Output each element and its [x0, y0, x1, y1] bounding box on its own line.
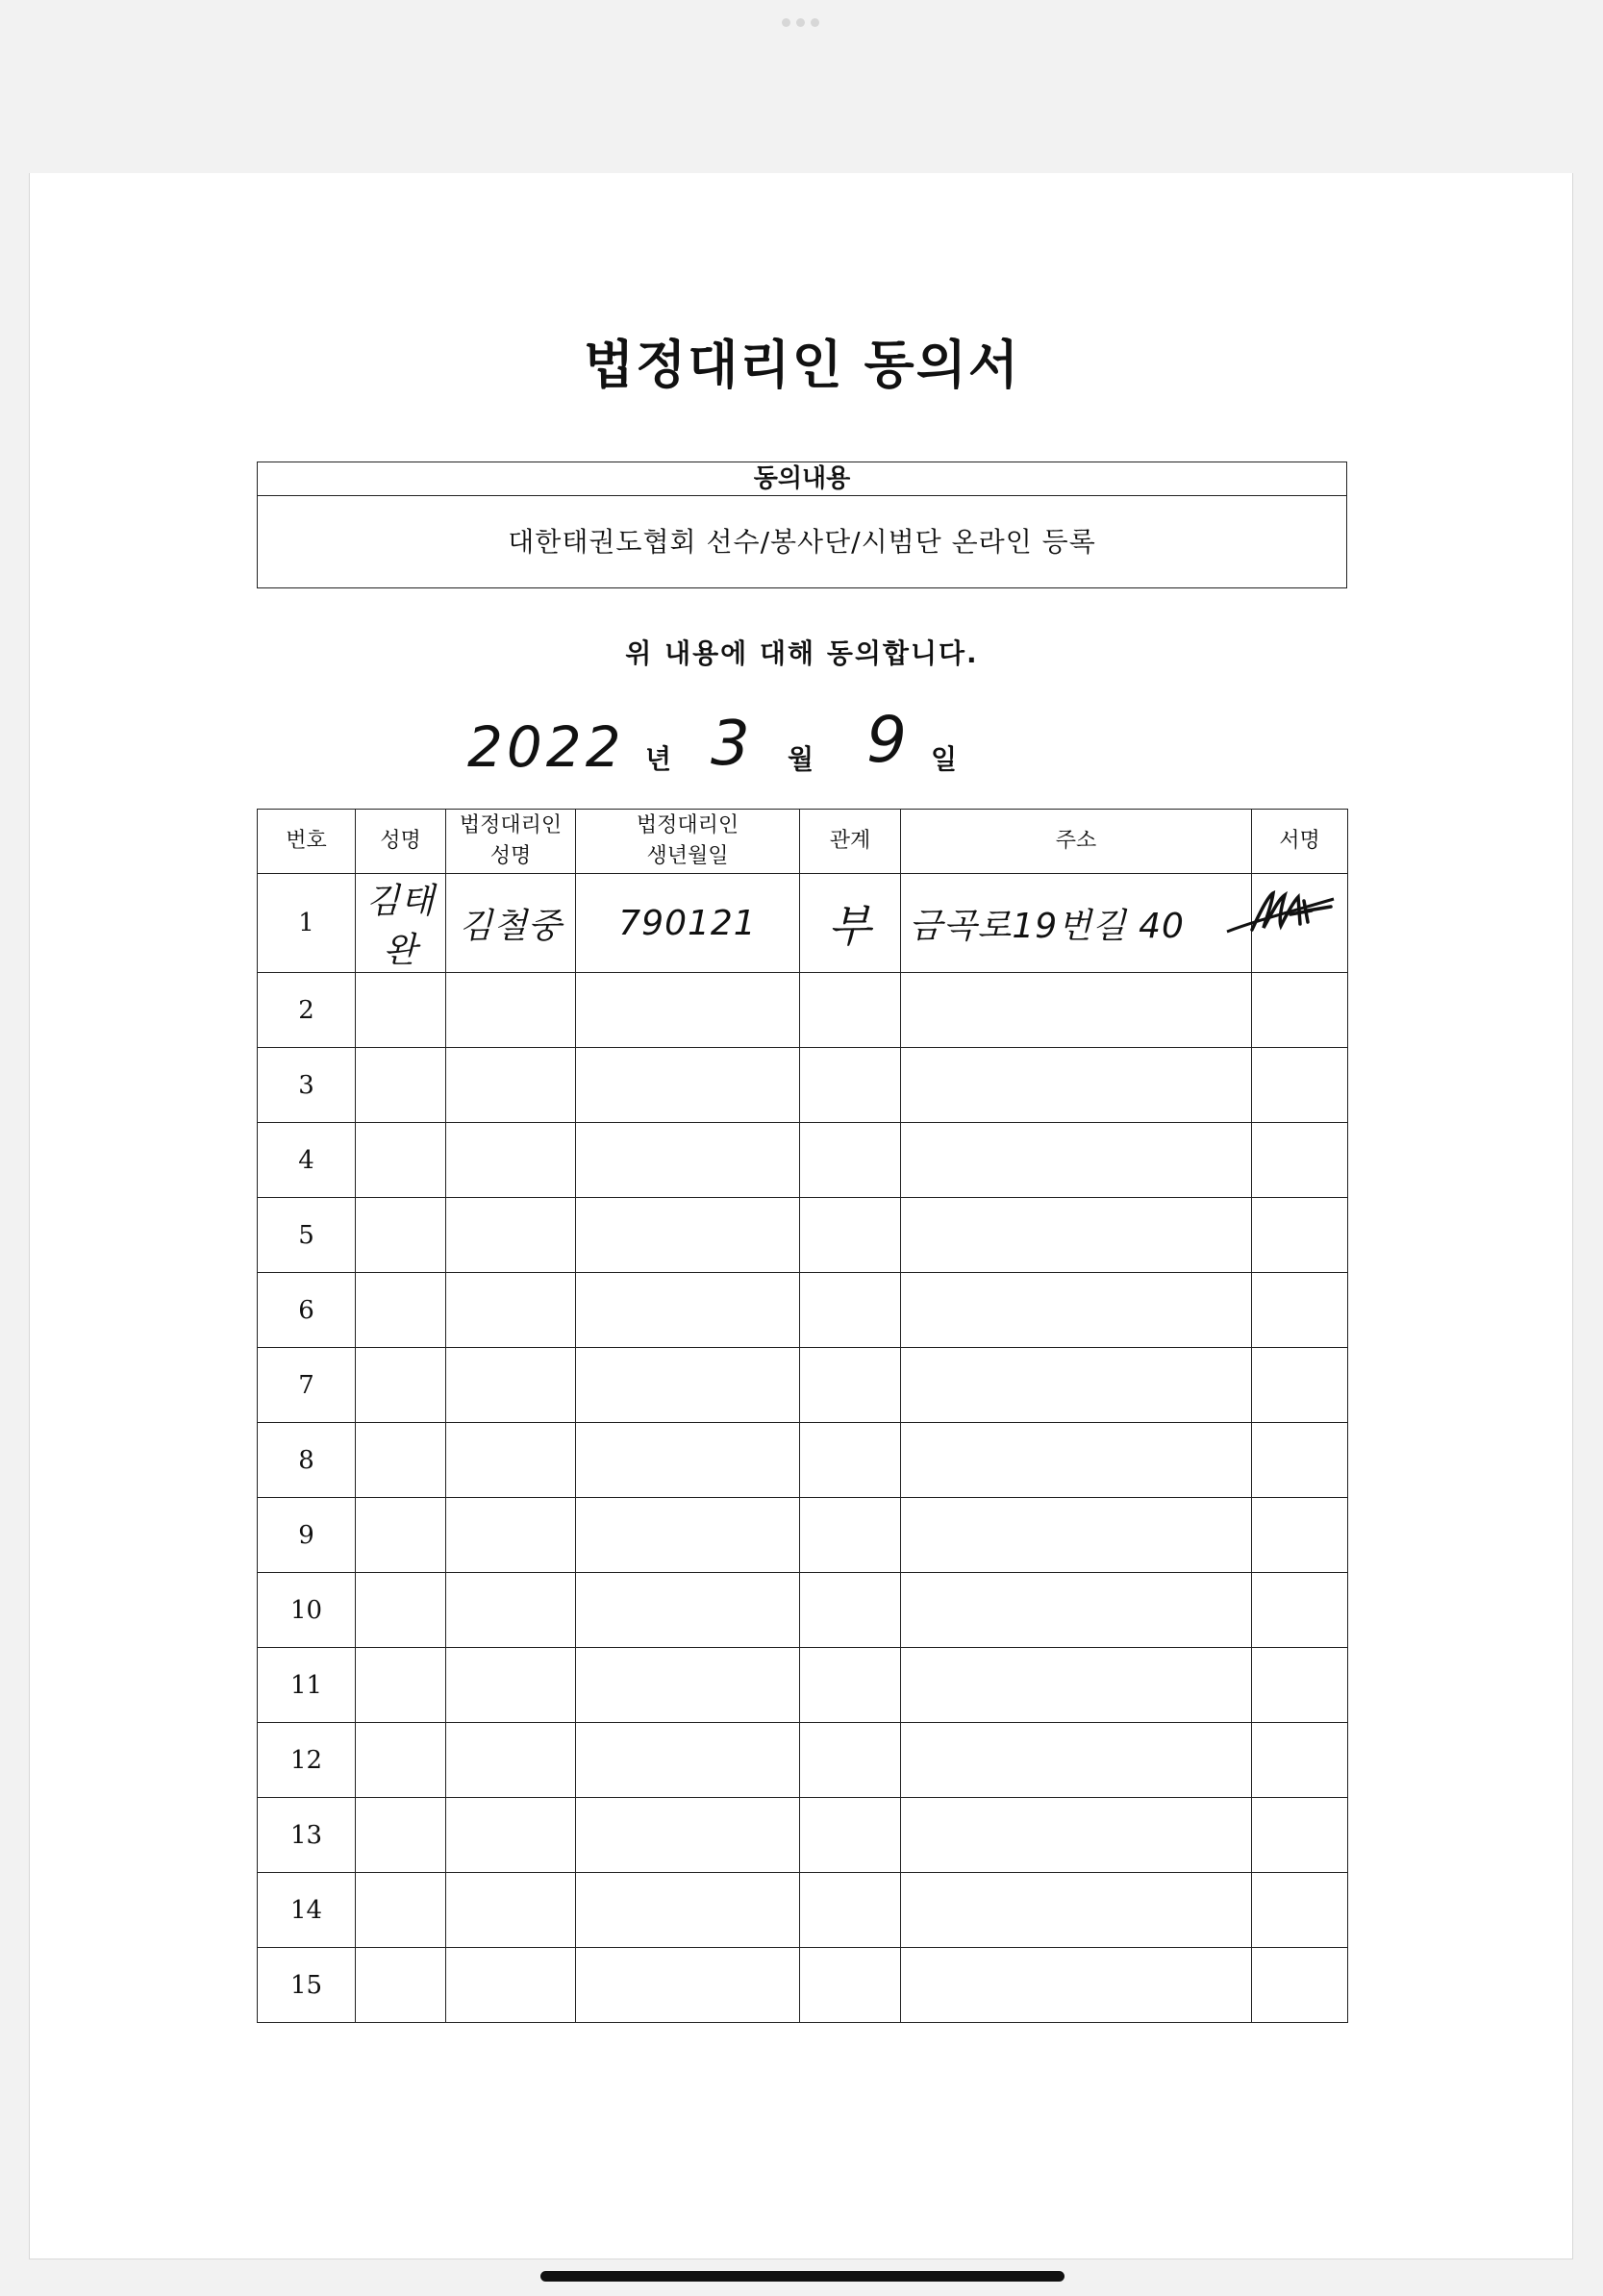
- header-guardian-birth-line2: 생년월일: [646, 844, 729, 868]
- cell-no: [258, 1348, 356, 1423]
- cell-no-value: 5: [298, 1220, 314, 1250]
- cell-guardian-birth: [576, 1573, 800, 1648]
- cell-relation: [800, 1873, 901, 1948]
- cell-no-value: 4: [298, 1145, 314, 1175]
- cell-no-value: 6: [298, 1295, 314, 1325]
- cell-signature: [1252, 1798, 1348, 1873]
- year-label: 년: [645, 743, 672, 775]
- cell-no-value: 9: [298, 1520, 314, 1550]
- table-row: [258, 1273, 1348, 1348]
- date-year-handwritten: 2022: [467, 714, 625, 780]
- cell-no: [258, 1423, 356, 1498]
- cell-relation: [800, 1198, 901, 1273]
- cell-no-value: 13: [289, 1820, 323, 1850]
- cell-guardian-birth: [576, 1273, 800, 1348]
- cell-name: [356, 1198, 446, 1273]
- cell-name: [356, 1348, 446, 1423]
- cell-address: [901, 1123, 1252, 1198]
- cell-guardian-birth: [576, 1423, 800, 1498]
- consent-body: 대한태권도협회 선수/봉사단/시범단 온라인 등록: [508, 526, 1096, 558]
- cell-no-value: 1: [298, 909, 314, 937]
- cell-name-value: 김태완: [365, 882, 436, 970]
- cell-signature: [1252, 973, 1348, 1048]
- cell-guardian-name: [446, 973, 576, 1048]
- cell-no-value: 2: [298, 995, 314, 1025]
- cell-guardian-birth: [576, 1648, 800, 1723]
- cell-address: [901, 1348, 1252, 1423]
- consent-header: 동의내용: [258, 462, 1346, 496]
- cell-signature: [1252, 1573, 1348, 1648]
- cell-address: [901, 1723, 1252, 1798]
- cell-guardian-birth: [576, 1498, 800, 1573]
- cell-name: [356, 973, 446, 1048]
- cell-no-value: 8: [298, 1445, 314, 1475]
- cell-no: [258, 1573, 356, 1648]
- date-month-handwritten: 3: [711, 709, 750, 780]
- cell-no-value: 11: [289, 1670, 323, 1700]
- cell-no: [258, 1048, 356, 1123]
- cell-relation: [800, 1723, 901, 1798]
- cell-name: [356, 1048, 446, 1123]
- cell-guardian-name: [446, 1948, 576, 2023]
- cell-no: [258, 1273, 356, 1348]
- cell-no: [258, 874, 356, 973]
- cell-guardian-name: [446, 1573, 576, 1648]
- cell-relation: [800, 1498, 901, 1573]
- cell-no-value: 15: [289, 1970, 323, 2000]
- cell-signature: [1252, 1123, 1348, 1198]
- cell-address-value: 금곡로19번길 40: [909, 906, 1185, 946]
- header-address: 주소: [901, 810, 1252, 874]
- cell-relation: [800, 1048, 901, 1123]
- cell-no: [258, 1723, 356, 1798]
- cell-name: [356, 1798, 446, 1873]
- header-no: 번호: [258, 810, 356, 874]
- cell-guardian-name: [446, 1798, 576, 1873]
- cell-relation: [800, 1648, 901, 1723]
- table-row: [258, 1123, 1348, 1198]
- cell-address: [901, 1948, 1252, 2023]
- header-guardian-name-line1: 법정대리인: [459, 813, 563, 837]
- cell-guardian-birth: [576, 1873, 800, 1948]
- cell-no-value: 10: [289, 1595, 323, 1625]
- cell-no: [258, 973, 356, 1048]
- guardian-table: [257, 809, 1348, 2023]
- cell-signature: [1252, 1048, 1348, 1123]
- cell-name: [356, 1648, 446, 1723]
- cell-guardian-birth: [576, 874, 800, 973]
- cell-guardian-name: [446, 1873, 576, 1948]
- viewer-top-bar: [0, 0, 1603, 173]
- cell-guardian-name-value: 김철중: [459, 906, 563, 946]
- cell-no-value: 14: [289, 1895, 323, 1925]
- cell-address: [901, 1198, 1252, 1273]
- header-name: 성명: [356, 810, 446, 874]
- cell-guardian-name: [446, 1198, 576, 1273]
- cell-guardian-name: [446, 1123, 576, 1198]
- cell-signature: [1252, 1498, 1348, 1573]
- cell-no-value: 3: [298, 1070, 314, 1100]
- cell-guardian-name: [446, 874, 576, 973]
- table-row: [258, 1423, 1348, 1498]
- cell-name: [356, 1723, 446, 1798]
- cell-signature: [1252, 1423, 1348, 1498]
- cell-signature: [1252, 1348, 1348, 1423]
- cell-relation: [800, 1123, 901, 1198]
- cell-relation: [800, 1948, 901, 2023]
- cell-address: [901, 1873, 1252, 1948]
- cell-relation: [800, 1273, 901, 1348]
- handwritten-signature: [1223, 882, 1339, 939]
- cell-relation: [800, 973, 901, 1048]
- cell-guardian-birth: [576, 1723, 800, 1798]
- cell-name: [356, 1273, 446, 1348]
- cell-name: [356, 1948, 446, 2023]
- cell-guardian-name: [446, 1498, 576, 1573]
- table-row: [258, 1498, 1348, 1573]
- cell-name: [356, 1423, 446, 1498]
- cell-guardian-birth: [576, 1048, 800, 1123]
- day-label: 일: [931, 743, 958, 775]
- cell-signature: [1252, 1648, 1348, 1723]
- table-row: [258, 1048, 1348, 1123]
- cell-relation-value: 부: [828, 900, 872, 952]
- cell-address: [901, 1573, 1252, 1648]
- cell-guardian-birth: [576, 973, 800, 1048]
- cell-guardian-birth: [576, 1198, 800, 1273]
- cell-no: [258, 1123, 356, 1198]
- table-header-row: [258, 810, 1348, 874]
- cell-no: [258, 1198, 356, 1273]
- cell-name: [356, 1873, 446, 1948]
- cell-guardian-name: [446, 1723, 576, 1798]
- cell-guardian-name: [446, 1273, 576, 1348]
- table-row: [258, 1648, 1348, 1723]
- cell-guardian-name: [446, 1423, 576, 1498]
- cell-name: [356, 1573, 446, 1648]
- cell-no: [258, 1498, 356, 1573]
- cell-relation: [800, 1798, 901, 1873]
- cell-address: [901, 973, 1252, 1048]
- cell-address: [901, 1048, 1252, 1123]
- document-page: [29, 173, 1573, 2259]
- table-row: [258, 1723, 1348, 1798]
- table-row: [258, 1873, 1348, 1948]
- month-label: 월: [788, 743, 814, 775]
- cell-guardian-birth: [576, 1348, 800, 1423]
- cell-guardian-name: [446, 1648, 576, 1723]
- consent-box: [257, 462, 1347, 588]
- cell-guardian-name: [446, 1348, 576, 1423]
- date-day-handwritten: 9: [866, 703, 907, 777]
- cell-guardian-birth: [576, 1123, 800, 1198]
- cell-signature: [1252, 874, 1348, 973]
- cell-no: [258, 1948, 356, 2023]
- table-row: [258, 1798, 1348, 1873]
- table-row: [258, 1573, 1348, 1648]
- cell-signature: [1252, 1723, 1348, 1798]
- table-row: [258, 973, 1348, 1048]
- cell-address: [901, 1273, 1252, 1348]
- header-guardian-name-line2: 성명: [489, 844, 532, 868]
- cell-guardian-name: [446, 1048, 576, 1123]
- cell-relation: [800, 1573, 901, 1648]
- cell-name: [356, 1123, 446, 1198]
- header-guardian-name: [446, 810, 576, 874]
- table-row: [258, 1198, 1348, 1273]
- document-title: 법정대리인 동의서: [583, 335, 1021, 395]
- table-row: [258, 874, 1348, 973]
- cell-signature: [1252, 1873, 1348, 1948]
- header-guardian-birth-line1: 법정대리인: [636, 813, 739, 837]
- table-row: [258, 1948, 1348, 2023]
- cell-signature: [1252, 1273, 1348, 1348]
- cell-relation: [800, 874, 901, 973]
- cell-guardian-birth: [576, 1948, 800, 2023]
- cell-guardian-birth: [576, 1798, 800, 1873]
- header-signature: 서명: [1252, 810, 1348, 874]
- cell-signature: [1252, 1198, 1348, 1273]
- cell-no-value: 12: [289, 1745, 323, 1775]
- header-guardian-birth: [576, 810, 800, 874]
- cell-address: [901, 874, 1252, 973]
- cell-signature: [1252, 1948, 1348, 2023]
- cell-no: [258, 1798, 356, 1873]
- more-options-icon[interactable]: [782, 18, 819, 27]
- cell-address: [901, 1423, 1252, 1498]
- cell-address: [901, 1798, 1252, 1873]
- agree-statement: 위 내용에 대해 동의합니다.: [625, 637, 979, 669]
- cell-guardian-birth-value: 790121: [618, 903, 757, 943]
- date-line: [30, 703, 1574, 793]
- cell-no: [258, 1648, 356, 1723]
- cell-relation: [800, 1348, 901, 1423]
- cell-address: [901, 1498, 1252, 1573]
- cell-address: [901, 1648, 1252, 1723]
- cell-name: [356, 874, 446, 973]
- home-indicator[interactable]: [540, 2271, 1064, 2282]
- cell-name: [356, 1498, 446, 1573]
- cell-relation: [800, 1423, 901, 1498]
- header-relation: 관계: [800, 810, 901, 874]
- cell-no: [258, 1873, 356, 1948]
- table-row: [258, 1348, 1348, 1423]
- cell-no-value: 7: [298, 1370, 314, 1400]
